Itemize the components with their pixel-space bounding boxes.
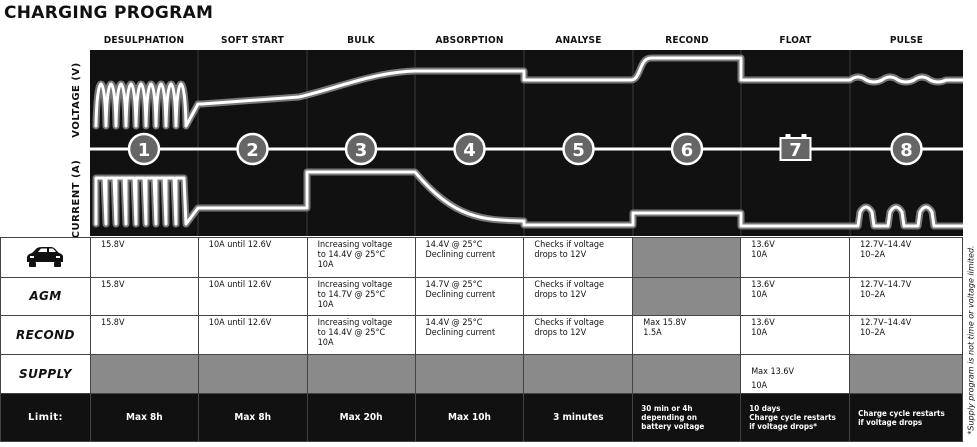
table-cell [198,354,307,394]
limit-label: Limit: [1,394,91,442]
stage-number: 4 [463,140,476,161]
table-cell [90,354,198,394]
table-row [1,238,963,278]
table-row [1,354,963,394]
limit-cell: 30 min or 4h depending on battery voltage [633,394,741,442]
table-cell: 12.7V–14.4V 10–2A [850,316,963,355]
current-curve [96,172,963,226]
stage-number: 7 [789,140,802,161]
limit-cell: 10 days Charge cycle restarts if voltage drops* [741,394,850,442]
stage-marker-4 [455,134,485,164]
stage-marker-3 [346,134,376,164]
row-label-supply: SUPPLY [1,354,91,394]
voltage-axis-label: VOLTAGE (V) [71,62,82,138]
table-cell: 12.7V–14.4V 10–2A [850,238,963,278]
stage-number: 6 [680,140,694,161]
car-icon [1,238,91,278]
stage-number: 2 [246,140,259,161]
stage-header-8: PULSE [889,35,924,46]
table-cell: 15.8V [90,238,198,278]
stage-header-1: DESULPHATION [103,35,185,46]
table-cell: Max 13.6V 10A [741,354,850,394]
table-cell: 12.7V–14.7V 10–2A [850,277,963,316]
stage-header-3: BULK [347,35,375,46]
table-cell: Increasing voltage to 14.7V @ 25°C 10A [307,277,415,316]
waveform-panel [90,50,963,236]
stage-header-5: ANALYSE [555,35,602,46]
waveform-graphic [90,50,963,236]
stage-header-4: ABSORPTION [435,35,504,46]
table-cell: 10A until 12.6V [198,316,307,355]
stage-number: 5 [572,140,585,161]
stage-number: 1 [137,140,151,161]
stage-marker-8 [892,134,922,164]
stage-marker-1 [129,134,159,164]
footnote [966,240,976,440]
current-axis-label: CURRENT (A) [71,159,82,239]
stage-marker-7 [781,134,811,161]
page-title: CHARGING PROGRAM [4,3,214,23]
table-cell [307,354,415,394]
stage-marker-6 [672,134,702,164]
table-cell: 14.4V @ 25°C Declining current [415,316,524,355]
table-cell: 13.6V 10A [741,238,850,278]
limit-cell: Charge cycle restarts if voltage drops [850,394,963,442]
stage-marker-5 [564,134,594,164]
table-cell: Checks if voltage drops to 12V [524,277,633,316]
footnote-text: *Supply program is not time or voltage limited. [966,245,976,435]
table-cell: 10A until 12.6V [198,277,307,316]
stage-header-6: RECOND [665,35,709,46]
voltage-curve [96,58,963,126]
row-label-recond: RECOND [1,316,91,355]
table-row [1,277,963,316]
table-cell: 14.7V @ 25°C Declining current [415,277,524,316]
row-label-agm: AGM [1,277,91,316]
limit-cell: Max 20h [307,394,415,442]
stage-header-7: FLOAT [779,35,812,46]
limit-row [1,394,963,442]
table-cell: 10A until 12.6V [198,238,307,278]
table-cell [633,354,741,394]
table-cell [633,238,741,278]
table-cell: Increasing voltage to 14.4V @ 25°C 10A [307,238,415,278]
stage-marker-2 [238,134,268,164]
stage-number: 8 [900,140,913,161]
table-cell [524,354,633,394]
limit-cell: Max 8h [90,394,198,442]
table-cell [633,277,741,316]
table-row [1,316,963,355]
stage-number: 3 [354,140,368,161]
table-cell: Increasing voltage to 14.4V @ 25°C 10A [307,316,415,355]
limit-cell: Max 10h [415,394,524,442]
table-cell: Max 15.8V 1.5A [633,316,741,355]
table-cell: 15.8V [90,316,198,355]
charging-table [0,237,963,442]
table-cell: 15.8V [90,277,198,316]
table-cell: 13.6V 10A [741,277,850,316]
table-cell: 13.6V 10A [741,316,850,355]
table-cell [850,354,963,394]
stage-header-2: SOFT START [221,35,284,46]
table-cell: Checks if voltage drops to 12V [524,316,633,355]
table-cell: 14.4V @ 25°C Declining current [415,238,524,278]
table-cell [415,354,524,394]
table-cell: Checks if voltage drops to 12V [524,238,633,278]
limit-cell: 3 minutes [524,394,633,442]
car-icon [24,245,66,269]
limit-cell: Max 8h [198,394,307,442]
